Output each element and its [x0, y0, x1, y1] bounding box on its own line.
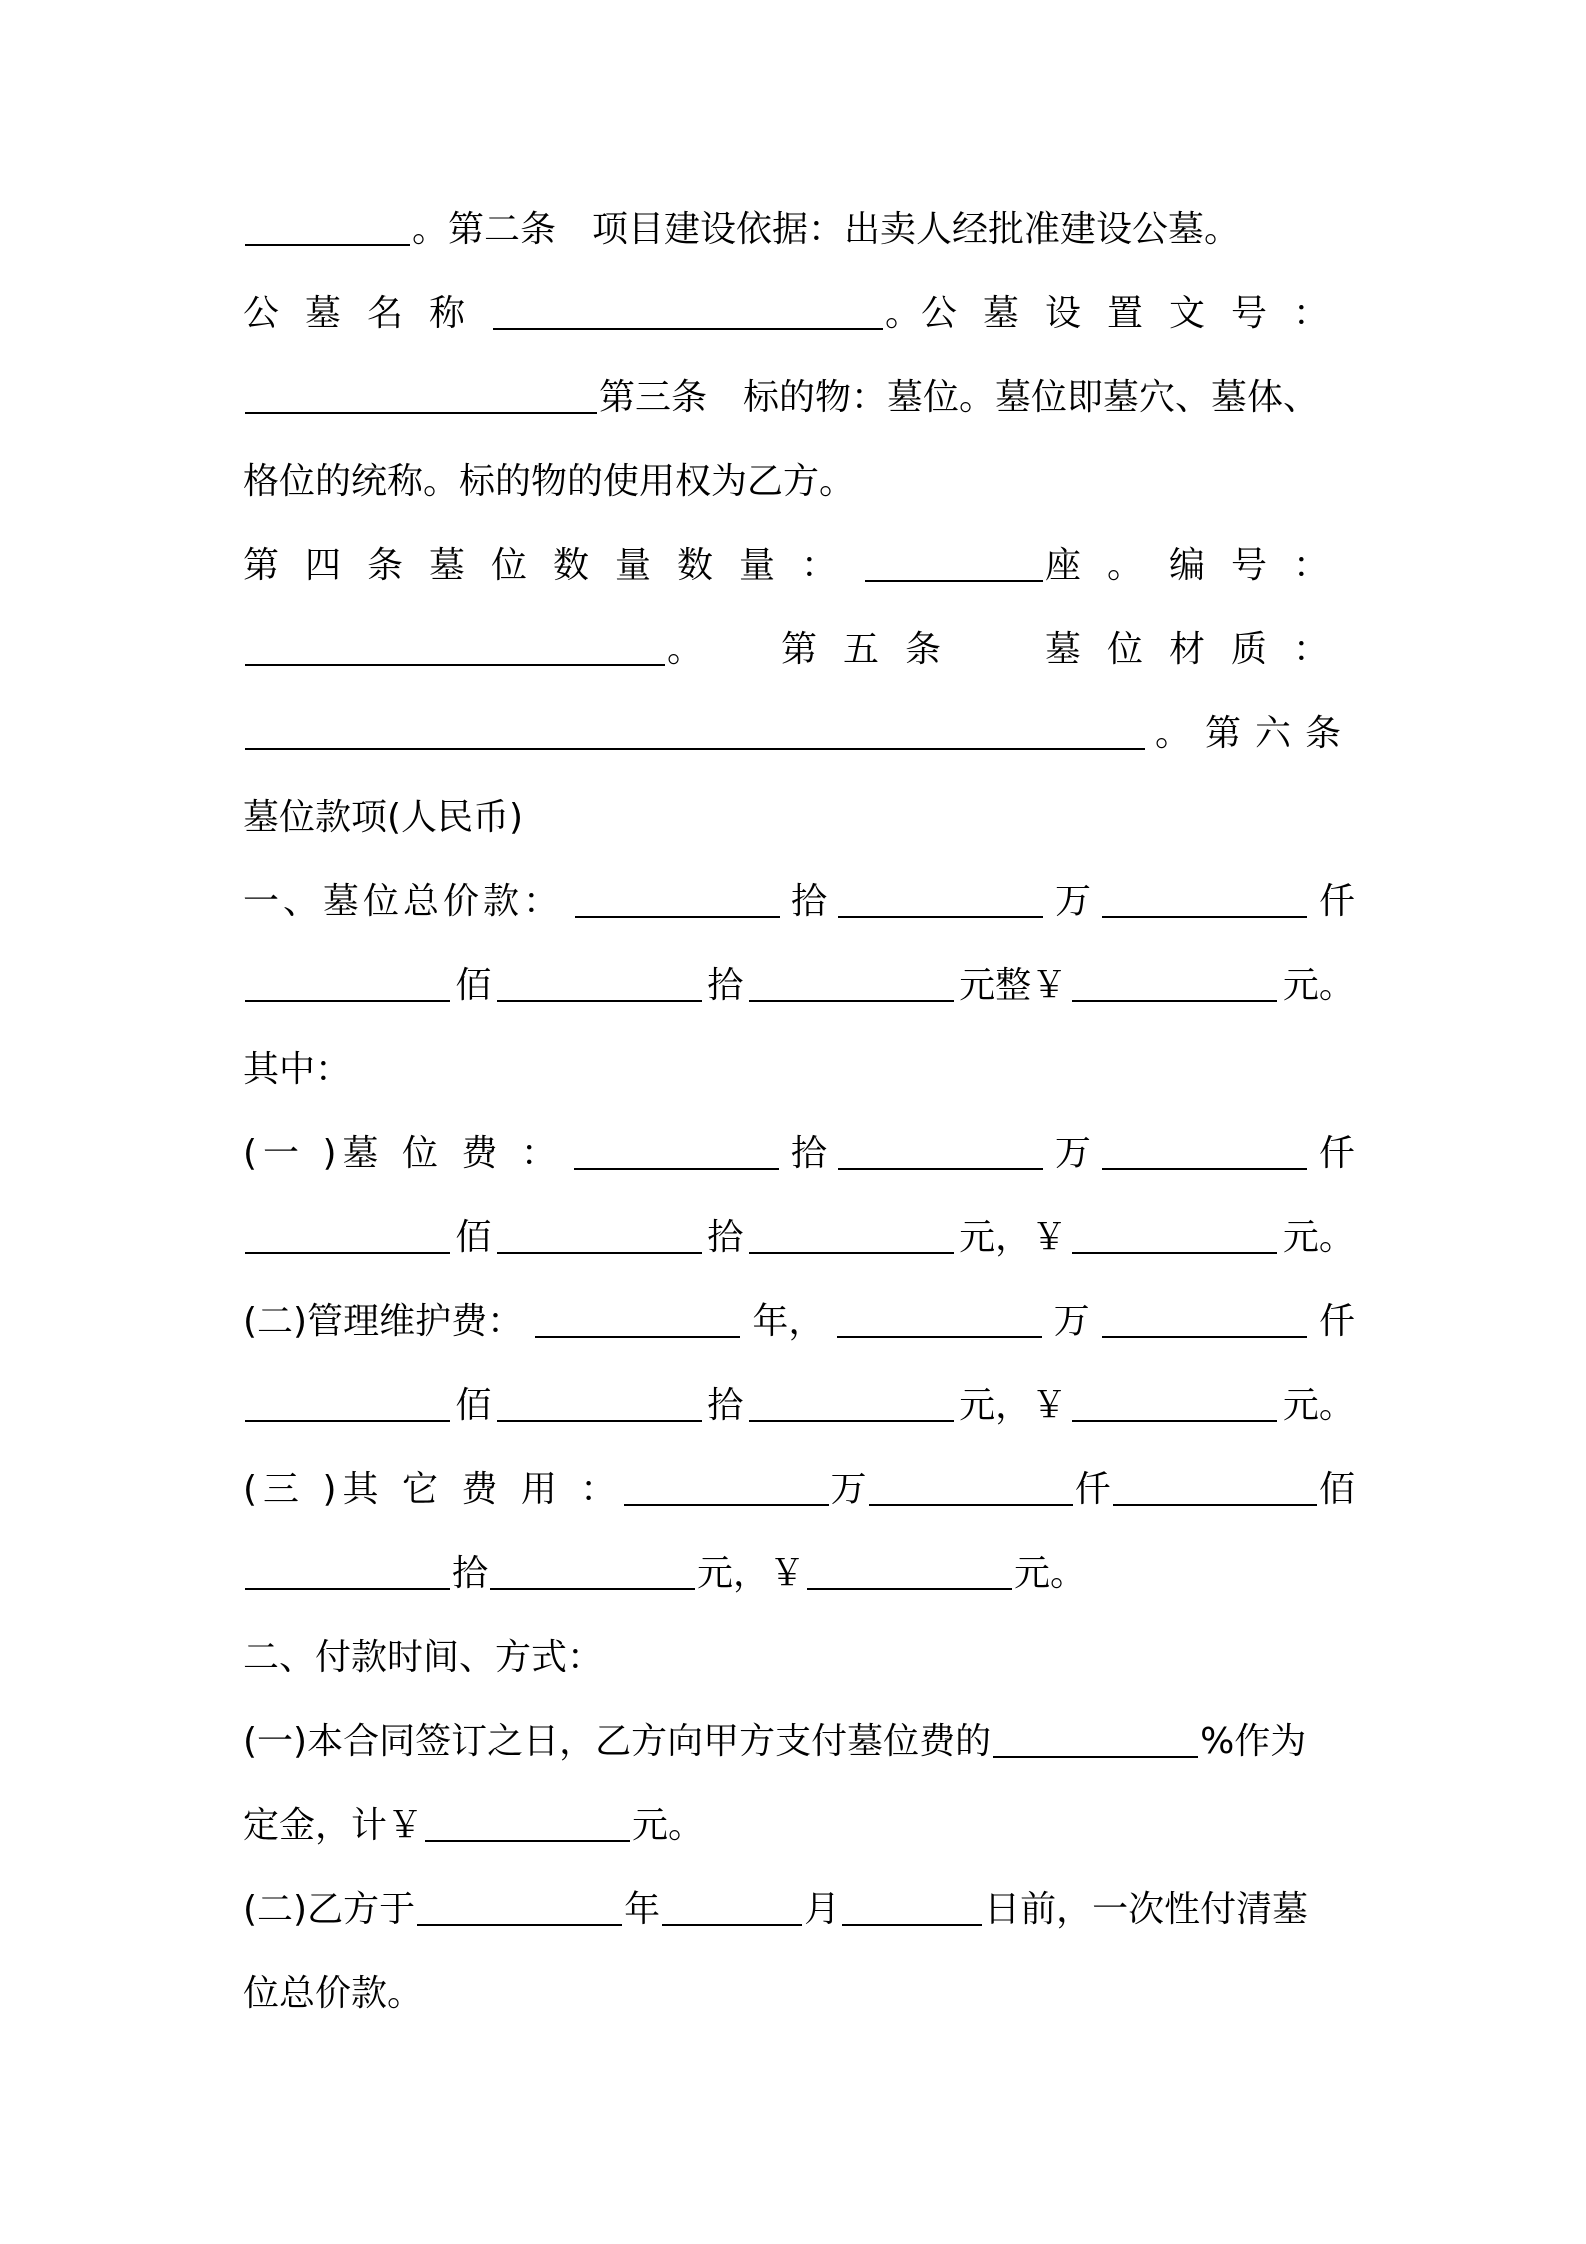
blank-field[interactable]	[245, 718, 1145, 750]
text: 。第二条	[412, 209, 557, 250]
text: 标的物：墓位。墓位即墓穴、墓体、	[743, 377, 1320, 418]
text: (一)本合同签订之日，乙方向甲方支付墓位费的	[243, 1721, 992, 1762]
line-article-4	[243, 536, 1355, 596]
blank-field[interactable]	[493, 298, 883, 330]
unit: 月	[804, 1889, 841, 1930]
blank-field[interactable]	[575, 886, 780, 918]
unit: 年，	[752, 1301, 825, 1342]
blank-field[interactable]	[749, 1222, 954, 1254]
line-deposit-cont	[243, 1796, 1355, 1856]
line-text	[243, 452, 1355, 512]
line-other-fees-cont	[243, 1544, 1355, 1604]
unit: 元，￥	[959, 1217, 1068, 1258]
line-total-price	[243, 872, 1355, 932]
text: 。第六条	[1154, 713, 1355, 754]
blank-field[interactable]	[865, 550, 1043, 582]
text: 项目建设依据：出卖人经批准建设公墓。	[592, 209, 1241, 250]
blank-field[interactable]	[838, 1138, 1043, 1170]
line-text	[243, 1964, 1355, 2024]
blank-field[interactable]	[245, 1558, 450, 1590]
blank-field[interactable]	[1102, 1306, 1307, 1338]
text: 座。	[1044, 545, 1169, 586]
unit: 年	[624, 1889, 661, 1930]
blank-field[interactable]	[624, 1474, 828, 1506]
blank-field[interactable]	[837, 1306, 1042, 1338]
unit: 元，￥	[697, 1553, 806, 1594]
text: 二、付款时间、方式：	[243, 1637, 604, 1678]
unit: 拾	[707, 1217, 744, 1258]
line-other-fees	[243, 1460, 1355, 1520]
blank-field[interactable]	[1072, 1390, 1277, 1422]
unit: 拾	[790, 1133, 827, 1174]
blank-field[interactable]	[574, 1138, 779, 1170]
text: 日前，一次性付清墓	[984, 1889, 1309, 1930]
blank-field[interactable]	[842, 1894, 982, 1926]
line-article-6	[243, 704, 1355, 764]
unit: 元。	[1282, 965, 1355, 1006]
unit: 拾	[707, 965, 744, 1006]
label: 第五条	[780, 629, 967, 670]
blank-field[interactable]	[245, 214, 410, 246]
unit: 仟	[1318, 1133, 1355, 1174]
blank-field[interactable]	[497, 970, 702, 1002]
unit: 仟	[1074, 1469, 1111, 1510]
unit: 佰	[455, 1385, 492, 1426]
blank-field[interactable]	[869, 1474, 1073, 1506]
blank-field[interactable]	[245, 1390, 450, 1422]
text: (二)乙方于	[243, 1889, 416, 1930]
line-plot-fee-cont	[243, 1208, 1355, 1268]
line-section-2	[243, 1628, 1355, 1688]
unit: 佰	[1319, 1469, 1356, 1510]
blank-field[interactable]	[749, 970, 954, 1002]
unit: 万	[1054, 1133, 1091, 1174]
blank-field[interactable]	[662, 1894, 802, 1926]
line-maintenance-fee	[243, 1292, 1355, 1352]
blank-field[interactable]	[245, 634, 665, 666]
unit: 拾	[707, 1385, 744, 1426]
blank-field[interactable]	[993, 1726, 1198, 1758]
unit: 拾	[790, 881, 827, 922]
label: 编号：	[1168, 545, 1355, 586]
blank-field[interactable]	[535, 1306, 740, 1338]
blank-field[interactable]	[1072, 1222, 1277, 1254]
line-cemetery-name	[243, 284, 1355, 344]
blank-field[interactable]	[425, 1810, 630, 1842]
text: 格位的统称。标的物的使用权为乙方。	[243, 461, 856, 502]
unit: 元。	[1014, 1553, 1087, 1594]
label: 一、墓位总价款：	[243, 881, 564, 922]
label: (三 )其 它 费 用 ：	[243, 1469, 623, 1510]
text: 定金，计￥	[243, 1805, 424, 1846]
label: 公墓设置文号：	[920, 293, 1355, 334]
blank-field[interactable]	[838, 886, 1043, 918]
blank-field[interactable]	[749, 1390, 954, 1422]
unit: 元，￥	[959, 1385, 1068, 1426]
line-article-2	[243, 200, 1355, 260]
blank-field[interactable]	[497, 1222, 702, 1254]
unit: 拾	[452, 1553, 489, 1594]
text: 第三条	[599, 377, 708, 418]
line-text	[243, 788, 1355, 848]
blank-field[interactable]	[245, 1222, 450, 1254]
blank-field[interactable]	[1072, 970, 1277, 1002]
label: (一 )墓 位 费 ：	[243, 1133, 563, 1174]
unit: 万	[830, 1469, 867, 1510]
label: (二)管理维护费：	[243, 1301, 524, 1342]
text: 位总价款。	[243, 1973, 424, 2014]
line-article-3	[243, 368, 1355, 428]
text: 元。	[632, 1805, 705, 1846]
blank-field[interactable]	[1113, 1474, 1317, 1506]
text: 其中：	[243, 1049, 352, 1090]
line-maintenance-fee-cont	[243, 1376, 1355, 1436]
text: 。	[884, 293, 921, 334]
label: 墓位材质：	[1044, 629, 1355, 670]
line-plot-fee	[243, 1124, 1355, 1184]
label: 第四条	[243, 545, 430, 586]
text: 。	[667, 629, 704, 670]
unit: 佰	[455, 1217, 492, 1258]
blank-field[interactable]	[1102, 886, 1307, 918]
blank-field[interactable]	[490, 1558, 695, 1590]
blank-field[interactable]	[417, 1894, 622, 1926]
unit: 仟	[1318, 1301, 1355, 1342]
label: 公墓名称	[243, 293, 492, 334]
line-article-5	[243, 620, 1355, 680]
unit: 万	[1053, 1301, 1090, 1342]
unit: 万	[1054, 881, 1091, 922]
blank-field[interactable]	[807, 1558, 1012, 1590]
blank-field[interactable]	[245, 970, 450, 1002]
unit: 元。	[1282, 1385, 1355, 1426]
unit: 元整￥	[959, 965, 1068, 1006]
text: 墓位款项(人民币)	[243, 797, 524, 838]
blank-field[interactable]	[497, 1390, 702, 1422]
line-text	[243, 1040, 1355, 1100]
line-payment-date	[243, 1880, 1355, 1940]
text: %作为	[1200, 1721, 1307, 1762]
label: 墓位数量数量：	[429, 545, 864, 586]
unit: 元。	[1282, 1217, 1355, 1258]
line-deposit	[243, 1712, 1355, 1772]
blank-field[interactable]	[1102, 1138, 1307, 1170]
unit: 仟	[1318, 881, 1355, 922]
unit: 佰	[455, 965, 492, 1006]
line-total-price-cont	[243, 956, 1355, 1016]
blank-field[interactable]	[245, 382, 597, 414]
